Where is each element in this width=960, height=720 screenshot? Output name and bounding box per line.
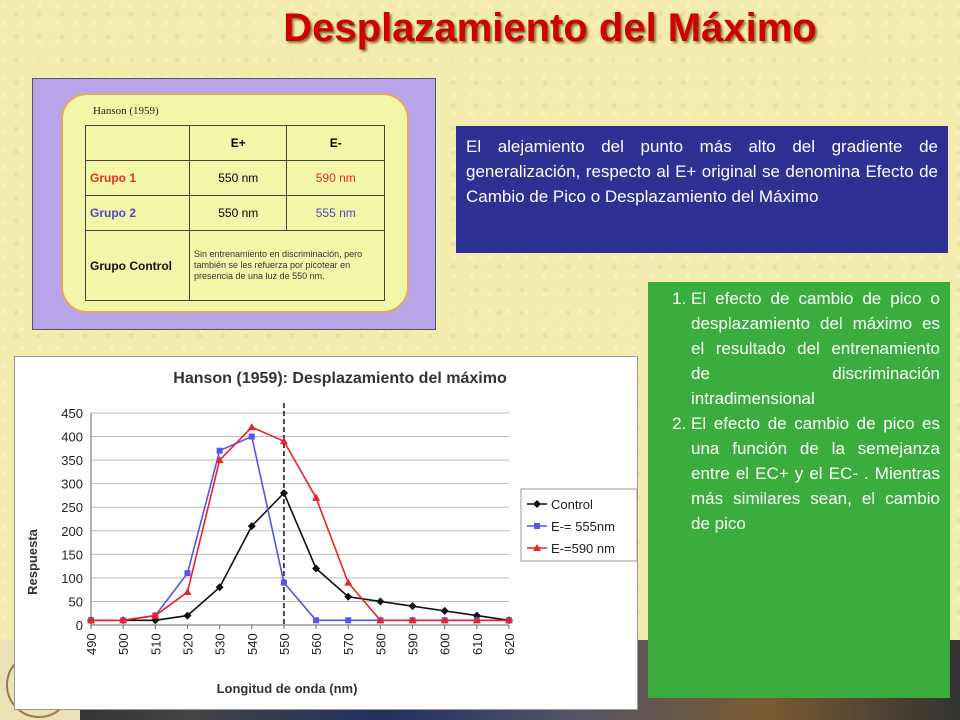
y-tick-label: 350 (61, 453, 83, 469)
definition-box: El alejamiento del punto más alto del gradiente de generalización, respecto al E+ original se denomina Efecto de Cambio de Pico o Desplazamiento del Máximo (456, 126, 948, 253)
x-tick-label: 520 (180, 633, 196, 655)
data-point (441, 607, 449, 615)
data-point (184, 570, 190, 576)
y-tick-label: 400 (61, 429, 83, 445)
x-tick-label: 600 (437, 633, 453, 655)
row-e-minus-value: 590 nm (287, 161, 385, 196)
table-header-empty (86, 126, 190, 161)
y-tick-label: 450 (61, 406, 83, 421)
list-item: 1. El efecto de cambio de pico o desplazamiento del máximo es el resultado del entrenamiento de discriminación intradimensional (691, 286, 940, 411)
x-tick-label: 610 (469, 633, 485, 655)
chart-title: Hanson (1959): Desplazamiento del máximo (173, 370, 507, 387)
data-point (248, 423, 256, 430)
table-row (86, 196, 385, 231)
table-header-e-plus: E+ (190, 126, 287, 161)
legend-entry: Control (551, 497, 593, 512)
x-tick-label: 530 (212, 633, 228, 655)
series-line-1 (91, 437, 509, 621)
y-tick-label: 150 (61, 547, 83, 563)
y-tick-label: 250 (61, 500, 83, 516)
x-tick-label: 540 (244, 633, 260, 655)
table-source-label: Hanson (1959) (93, 105, 159, 117)
legend-entry: E-=590 nm (551, 541, 615, 556)
row-e-minus-value: 555 nm (287, 196, 385, 231)
table-header-e-minus: E- (287, 126, 385, 161)
hanson-table-image (32, 78, 436, 330)
chart-svg (15, 357, 637, 709)
x-tick-label: 570 (341, 633, 357, 655)
data-point (281, 580, 287, 586)
slide-title: Desplazamiento del Máximo (283, 6, 817, 50)
row-e-plus-value: 550 nm (190, 196, 287, 231)
y-tick-label: 100 (61, 570, 83, 586)
x-tick-label: 620 (502, 633, 517, 655)
row-group-label: Grupo Control (86, 231, 190, 301)
data-point (409, 602, 417, 610)
row-group-label: Grupo 1 (86, 161, 190, 196)
hanson-chart (14, 356, 638, 710)
data-point (345, 617, 351, 623)
x-tick-label: 590 (405, 633, 421, 655)
table-card (61, 93, 409, 313)
row-group-label: Grupo 2 (86, 196, 190, 231)
data-point (313, 617, 319, 623)
x-tick-label: 490 (84, 633, 99, 655)
y-tick-label: 0 (75, 618, 83, 633)
x-tick-label: 500 (116, 633, 132, 655)
row-e-plus-value: 550 nm (190, 161, 287, 196)
x-tick-label: 510 (148, 633, 164, 655)
key-points-box (648, 282, 950, 698)
legend-entry: E-= 555nm (551, 519, 615, 534)
table-row (86, 161, 385, 196)
control-note: Sin entrenamiento en discriminación, pero también se les refuerza por picotear en presencia de una luz de 550 nm. (190, 231, 385, 301)
y-tick-label: 50 (68, 594, 83, 610)
x-tick-label: 580 (373, 633, 389, 655)
y-tick-label: 200 (61, 523, 83, 539)
data-point (376, 597, 384, 605)
legend-marker (534, 523, 540, 529)
data-point (217, 448, 223, 454)
data-point (312, 494, 320, 501)
hanson-table (85, 125, 385, 301)
key-points-list (658, 286, 940, 536)
list-item: 2. El efecto de cambio de pico es una función de la semejanza entre el EC+ y el EC- . Mientras más similares sean, el cambio de pico (691, 411, 940, 536)
data-point (344, 579, 352, 586)
data-point (249, 434, 255, 440)
series-line-2 (91, 427, 509, 620)
table-row (86, 231, 385, 301)
y-tick-label: 300 (61, 476, 83, 492)
x-axis-label: Longitud de onda (nm) (216, 681, 358, 696)
data-point (183, 588, 191, 595)
x-tick-label: 550 (276, 633, 292, 655)
y-axis-label: Respuesta (25, 529, 40, 595)
x-tick-label: 560 (309, 633, 325, 655)
table-header-row (86, 126, 385, 161)
